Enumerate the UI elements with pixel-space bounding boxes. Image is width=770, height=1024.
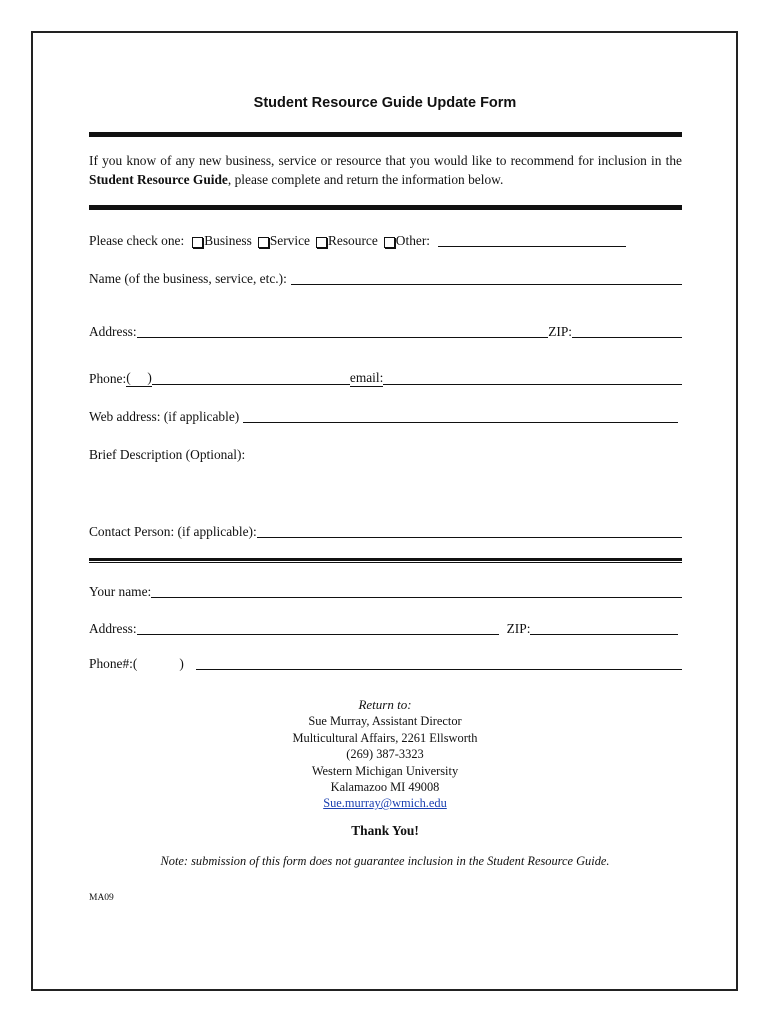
option-other: Other: [395,233,431,248]
checkbox-business[interactable] [192,237,203,248]
contact-field[interactable] [257,523,682,538]
intro-text-1: If you know of any new business, service or resource that you would like to recommend for inclusion in the [89,153,682,168]
your-zip-label: ZIP: [506,621,531,636]
return-line-4: Western Michigan University [311,763,459,778]
other-field[interactable] [438,232,626,247]
name-label: Name (of the business, service, etc.): [89,271,287,286]
web-field[interactable] [243,408,678,423]
your-phone-label: Phone#:( [89,656,138,671]
intro-text-2: , please complete and return the information below. [227,172,504,187]
intro-paragraph [89,151,682,189]
phone-field[interactable] [152,370,350,385]
return-line-1: Sue Murray, Assistant Director [308,714,462,728]
return-heading: Return to: [358,697,412,712]
your-address-field[interactable] [137,620,499,635]
option-service: Service [269,233,310,248]
description-label: Brief Description (Optional): [89,447,246,462]
check-one-row [89,229,682,249]
your-address-label: Address: [89,621,137,636]
checkbox-service[interactable] [258,237,269,248]
your-phone-row [89,652,682,672]
name-row [89,267,682,287]
form-code: MA09 [89,893,114,903]
divider-double-top [89,558,682,561]
return-email-link[interactable]: Sue.murray@wmich.edu [323,796,447,810]
your-name-label: Your name: [89,584,152,599]
divider-mid [89,205,682,210]
thank-you: Thank You! [351,823,419,838]
contact-row [89,520,682,540]
contact-label: Contact Person: (if applicable): [89,524,257,539]
return-email-row [0,795,770,812]
return-line-3: (269) 387-3323 [346,747,424,761]
address-field[interactable] [137,323,549,338]
return-line-2: Multicultural Affairs, 2261 Ellsworth [292,730,478,745]
zip-label: ZIP: [548,324,572,339]
form-title: Student Resource Guide Update Form [253,95,517,111]
divider-double-bottom [89,562,682,563]
address-label: Address: [89,324,137,339]
phone-label: Phone: [89,371,127,386]
your-name-field[interactable] [151,583,682,598]
your-address-row [89,617,682,637]
description-row [89,443,682,463]
your-phone-field[interactable] [196,655,682,670]
business-name-field[interactable] [291,270,682,285]
your-name-row [89,580,682,600]
phone-row [89,367,682,387]
checkbox-other[interactable] [384,237,395,248]
your-phone-paren: ) [179,656,184,671]
option-business: Business [204,233,252,248]
intro-guide-name: Student Resource Guide [89,172,228,187]
divider-top [89,132,682,137]
checkbox-resource[interactable] [316,237,327,248]
check-one-label: Please check one: [89,233,185,248]
address-row [89,320,682,340]
option-resource: Resource [327,233,378,248]
zip-field[interactable] [572,323,682,338]
email-field[interactable] [383,370,682,385]
email-label: email: [349,370,384,385]
web-label: Web address: (if applicable) [89,409,240,424]
return-line-5: Kalamazoo MI 49008 [330,780,440,794]
your-zip-field[interactable] [530,620,678,635]
note-text: Note: submission of this form does not guarantee inclusion in the Student Resource Guide. [160,854,610,868]
web-row [89,405,682,425]
phone-area-code[interactable]: ( ) [126,370,152,385]
